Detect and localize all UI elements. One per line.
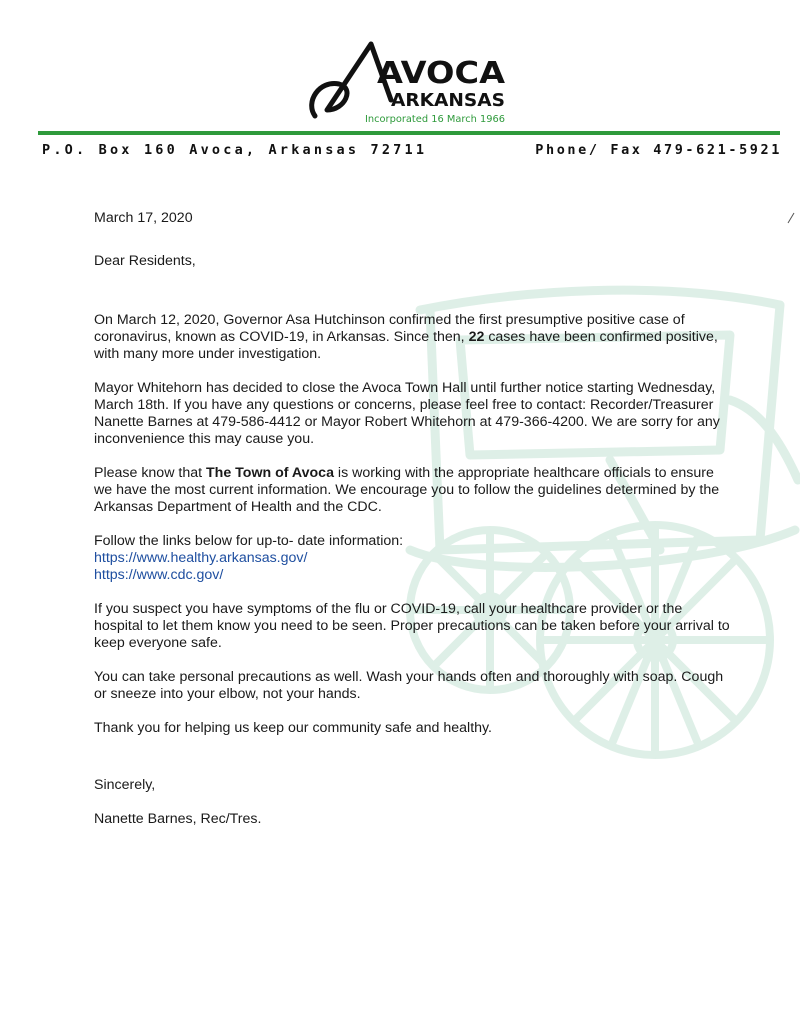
paragraph-precautions: You can take personal precautions as well. Wash your hands often and thoroughly with soap. Cough or sneeze into your elbow, not your hands. bbox=[94, 669, 724, 702]
letter-date: March 17, 2020 bbox=[94, 210, 193, 226]
links-intro: Follow the links below for up-to- date information: bbox=[94, 533, 404, 549]
p1-text-a: On March 12, 2020, Governor Asa Hutchinson confirmed the first presumptive positive case of coronavirus, known as COVID-19, in Arkansas. Since then, bbox=[94, 312, 685, 345]
scan-mark bbox=[786, 212, 796, 224]
logo-tagline: Incorporated 16 March 1966 bbox=[365, 114, 505, 125]
p3-text-a: Please know that bbox=[94, 465, 203, 481]
case-count: 22 bbox=[468, 329, 485, 345]
logo-state: ARKANSAS bbox=[391, 90, 505, 111]
links-section bbox=[94, 533, 734, 584]
paragraph-symptoms: If you suspect you have symptoms of the flu or COVID-19, call your healthcare provider or the hospital to let them know you need to be seen. Proper precautions can be taken before your arrival to keep everyone safe. bbox=[94, 601, 730, 651]
salutation: Dear Residents, bbox=[94, 253, 196, 269]
paragraph-town-hall-closure: Mayor Whitehorn has decided to close the Avoca Town Hall until further notice starting Wednesday, March 18th. If you have any questions or concerns, please feel free to contact: Recorder/Treasurer Nanette Barnes at 479-586-4412 or Mayor Robert Whitehorn at 479-366-4200. We are sorry for any inconvenience this may cause you. bbox=[94, 380, 720, 447]
postal-address: P.O. Box 160 Avoca, Arkansas 72711 bbox=[42, 142, 428, 158]
link-healthy-arkansas[interactable]: https://www.healthy.arkansas.gov/ bbox=[94, 550, 308, 566]
link-cdc[interactable]: https://www.cdc.gov/ bbox=[94, 567, 224, 583]
avoca-logo bbox=[305, 40, 515, 130]
signature: Nanette Barnes, Rec/Tres. bbox=[94, 811, 262, 827]
closing: Sincerely, bbox=[94, 777, 156, 793]
paragraph-thanks: Thank you for helping us keep our community safe and healthy. bbox=[94, 720, 493, 736]
p1-text-b: cases have been confirmed positive, with many more under investigation. bbox=[94, 329, 718, 362]
paragraph-covid-cases bbox=[94, 312, 734, 363]
p3-text-b: is working with the appropriate healthcare officials to ensure we have the most current information. We encourage you to follow the guidelines determined by the Arkansas Department of Health and the CDC. bbox=[94, 465, 720, 515]
letter-body bbox=[94, 210, 734, 828]
letterhead-rule bbox=[38, 131, 780, 135]
letterhead-contact bbox=[42, 142, 782, 162]
town-name: The Town of Avoca bbox=[206, 465, 334, 481]
phone-fax: Phone/ Fax 479-621-5921 bbox=[535, 142, 782, 158]
paragraph-healthcare bbox=[94, 465, 734, 516]
logo-name: AVOCA bbox=[377, 56, 506, 91]
